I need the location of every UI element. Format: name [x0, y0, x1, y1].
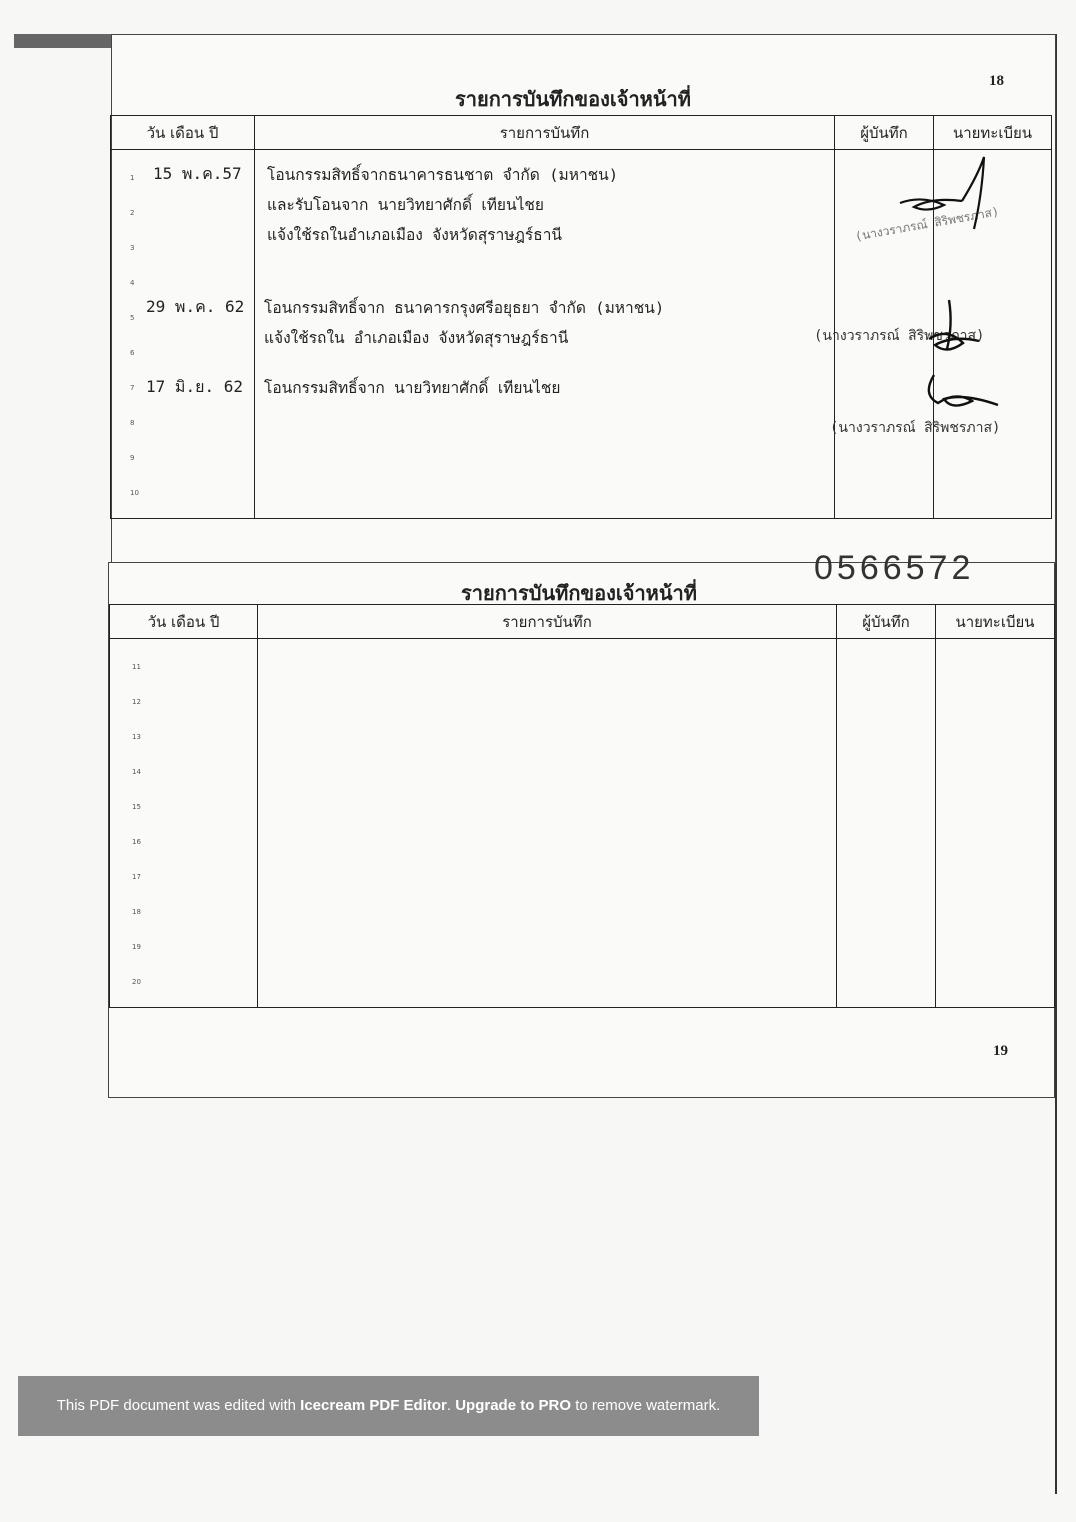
registrar-column — [936, 639, 1055, 1008]
watermark-middle: . — [446, 1397, 456, 1414]
line-number: 16 — [132, 838, 141, 846]
line-number: 8 — [130, 419, 135, 427]
signature-mark — [917, 297, 992, 369]
entry-date: 15 พ.ค.57 — [153, 164, 242, 183]
line-number: 1 — [130, 174, 135, 182]
signature-mark — [912, 369, 1007, 415]
entry-line: โอนกรรมสิทธิ์จาก นายวิทยาศักดิ์ เทียนไชย — [264, 379, 561, 397]
line-number: 4 — [130, 279, 135, 287]
scan-edge-bar — [14, 34, 112, 48]
header-date: วัน เดือน ปี — [111, 116, 255, 150]
officer-stamp: (นางวราภรณ์ สิริพชรภาส) — [853, 204, 1001, 244]
date-column — [111, 150, 255, 519]
line-number: 13 — [132, 733, 141, 741]
entry-column — [255, 150, 835, 519]
line-number: 6 — [130, 349, 135, 357]
page-number: 19 — [993, 1043, 1008, 1059]
serial-number: 0566572 — [814, 549, 975, 587]
table-header-row — [111, 116, 1052, 150]
header-entry: รายการบันทึก — [255, 116, 835, 150]
section-title: รายการบันทึกของเจ้าหน้าที่ — [455, 87, 691, 111]
line-number: 7 — [130, 384, 135, 392]
line-number: 14 — [132, 768, 141, 776]
editor-watermark-banner — [18, 1376, 759, 1436]
entry-line: โอนกรรมสิทธิ์จาก ธนาคารกรุงศรีอยุธยา จำกัด (มหาชน) — [264, 299, 665, 317]
record-sheet-page-18 — [111, 34, 1056, 564]
entry-date: 17 มิ.ย. 62 — [146, 377, 243, 396]
line-number: 12 — [132, 698, 141, 706]
line-number: 10 — [130, 489, 139, 497]
line-number: 18 — [132, 908, 141, 916]
line-number: 9 — [130, 454, 135, 462]
watermark-suffix: to remove watermark. — [571, 1397, 721, 1414]
header-date: วัน เดือน ปี — [110, 605, 258, 639]
line-number: 20 — [132, 978, 141, 986]
section-title: รายการบันทึกของเจ้าหน้าที่ — [461, 581, 697, 605]
header-recorder: ผู้บันทึก — [835, 116, 934, 150]
line-number: 3 — [130, 244, 135, 252]
line-number: 19 — [132, 943, 141, 951]
line-number: 15 — [132, 803, 141, 811]
watermark-upgrade-link[interactable]: Upgrade to PRO — [455, 1397, 572, 1414]
entry-column — [258, 639, 837, 1008]
date-column — [110, 639, 258, 1008]
entry-date: 29 พ.ค. 62 — [146, 297, 245, 316]
line-number: 2 — [130, 209, 135, 217]
table-header-row — [110, 605, 1055, 639]
entry-line: และรับโอนจาก นายวิทยาศักดิ์ เทียนไชย — [267, 196, 545, 214]
page-number: 18 — [989, 73, 1004, 89]
header-entry: รายการบันทึก — [258, 605, 837, 639]
record-table — [109, 604, 1055, 1008]
watermark-product: Icecream PDF Editor — [300, 1397, 447, 1414]
officer-stamp: (นางวราภรณ์ สิริพชรภาส) — [830, 420, 1001, 436]
entry-line: โอนกรรมสิทธิ์จากธนาคารธนชาต จำกัด (มหาชน) — [267, 166, 619, 184]
officer-stamp: (นางวราภรณ์ สิริพชรภาส) — [814, 328, 985, 344]
line-number: 5 — [130, 314, 135, 322]
recorder-column — [837, 639, 936, 1008]
line-number: 17 — [132, 873, 141, 881]
table-body-row — [110, 639, 1055, 1008]
line-number: 11 — [132, 663, 141, 671]
watermark-prefix: This PDF document was edited with — [56, 1397, 301, 1414]
header-recorder: ผู้บันทึก — [837, 605, 936, 639]
signature-mark — [892, 155, 1012, 235]
header-registrar: นายทะเบียน — [936, 605, 1055, 639]
header-registrar: นายทะเบียน — [934, 116, 1052, 150]
record-sheet-page-19 — [108, 549, 1055, 1098]
entry-line: แจ้งใช้รถในอำเภอเมือง จังหวัดสุราษฎร์ธานี — [267, 226, 562, 244]
entry-line: แจ้งใช้รถใน อำเภอเมือง จังหวัดสุราษฎร์ธานี — [264, 329, 569, 347]
